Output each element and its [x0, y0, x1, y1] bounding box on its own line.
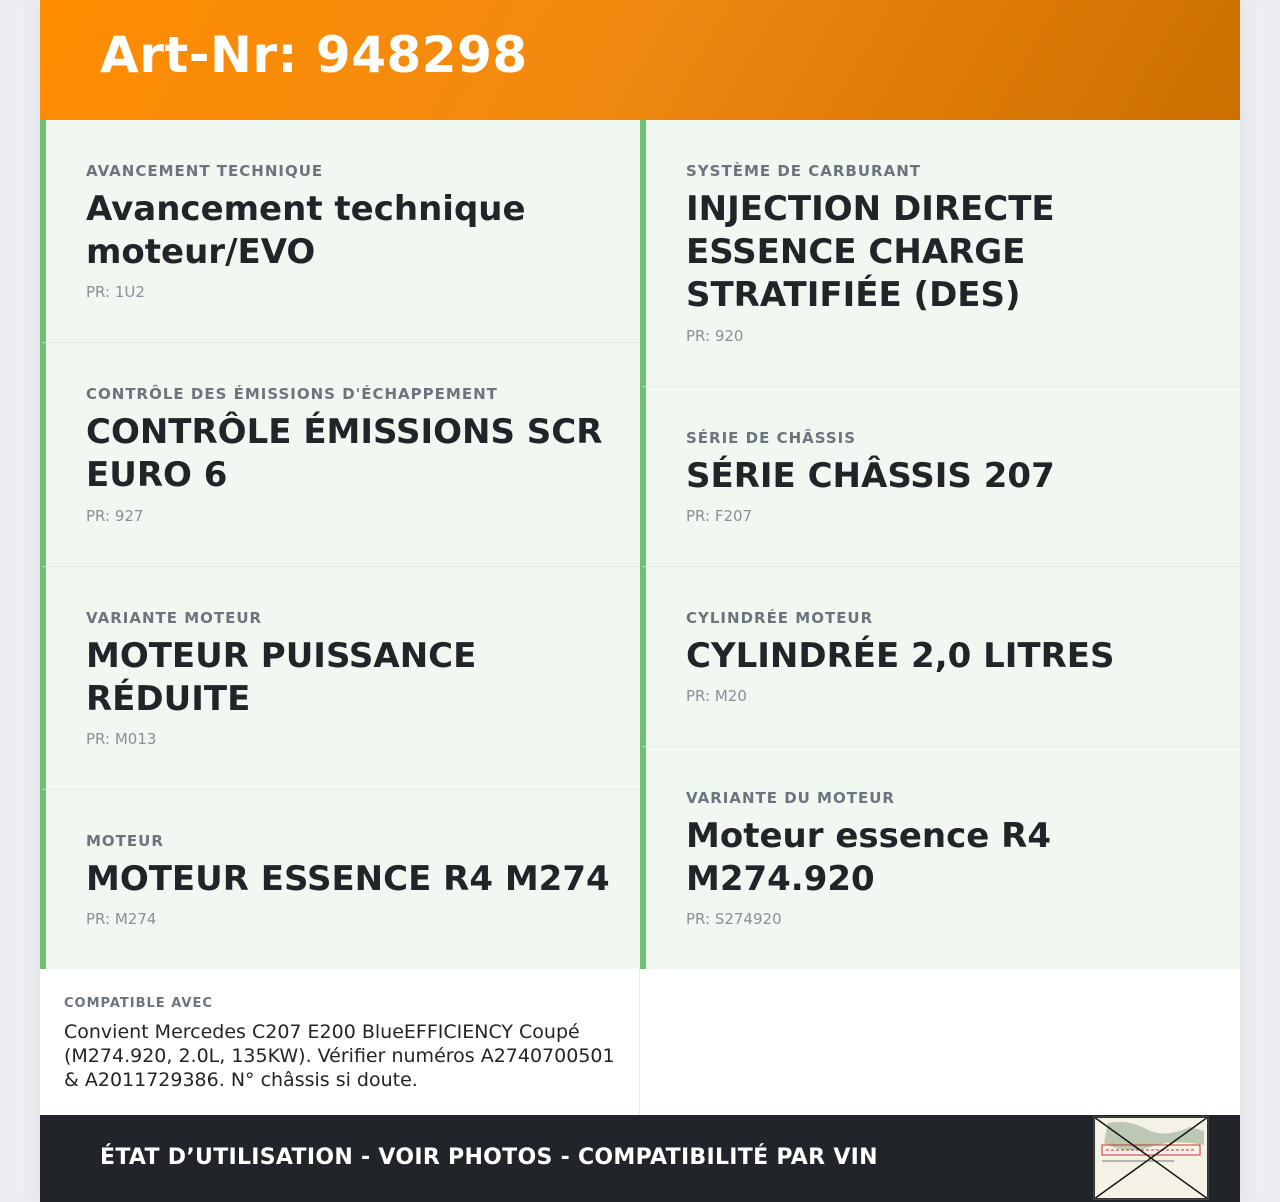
spec-value: SÉRIE CHÂSSIS 207 [686, 456, 1055, 496]
page-header [40, 0, 1240, 120]
spec-value: MOTEUR ESSENCE R4 M274 [86, 859, 610, 899]
footer-bar [40, 1115, 1240, 1202]
spec-column-left [40, 120, 640, 969]
spec-cell [640, 567, 1240, 747]
spec-cell [40, 790, 640, 969]
article-number-title: Art-Nr: 948298 [100, 26, 528, 84]
spec-pr-code: PR: M274 [86, 910, 157, 928]
spec-label: SÉRIE DE CHÂSSIS [686, 429, 857, 447]
spec-pr-code: PR: M013 [86, 730, 157, 748]
compatibility-label: COMPATIBLE AVEC [64, 996, 213, 1011]
footer-text: ÉTAT D’UTILISATION - VOIR PHOTOS - COMPATIBILITÉ PAR VIN [100, 1145, 878, 1170]
spec-pr-code: PR: S274920 [686, 910, 782, 928]
product-card [40, 0, 1240, 1202]
spec-cell [640, 747, 1240, 969]
spec-value: Avancement technique moteur/EVO [86, 189, 526, 272]
spec-value: CONTRÔLE ÉMISSIONS SCR EURO 6 [86, 412, 603, 495]
spec-label: VARIANTE MOTEUR [86, 609, 263, 627]
part-label-photo-thumbnail[interactable] [1093, 1116, 1209, 1200]
compatibility-section [40, 969, 640, 1115]
spec-value: Moteur essence R4 M274.920 [686, 816, 1052, 899]
spec-cell [40, 343, 640, 567]
spec-cell [40, 567, 640, 790]
spec-label: CONTRÔLE DES ÉMISSIONS D'ÉCHAPPEMENT [86, 385, 498, 403]
spec-label: CYLINDRÉE MOTEUR [686, 609, 874, 627]
spec-pr-code: PR: M20 [686, 687, 747, 705]
spec-label: MOTEUR [86, 832, 164, 850]
spec-pr-code: PR: 920 [686, 327, 744, 345]
spec-pr-code: PR: 927 [86, 507, 144, 525]
spec-cell [640, 120, 1240, 387]
compatibility-text: Convient Mercedes C207 E200 BlueEFFICIENCY Coupé (M274.920, 2.0L, 135KW). Vérifier numéros A2740700501 & A2011729386. N° châssis si doute. [64, 1021, 615, 1091]
spec-value: MOTEUR PUISSANCE RÉDUITE [86, 636, 477, 719]
spec-pr-code: PR: 1U2 [86, 283, 145, 301]
spec-column-right [640, 120, 1240, 969]
spec-pr-code: PR: F207 [686, 507, 753, 525]
spec-label: VARIANTE DU MOTEUR [686, 789, 895, 807]
spec-cell [640, 387, 1240, 567]
photo-icon [1094, 1117, 1208, 1199]
spec-cell [40, 120, 640, 343]
spec-value: INJECTION DIRECTE ESSENCE CHARGE STRATIFIÉE (DES) [686, 189, 1055, 315]
spec-label: SYSTÈME DE CARBURANT [686, 162, 921, 180]
spec-label: AVANCEMENT TECHNIQUE [86, 162, 324, 180]
spec-value: CYLINDRÉE 2,0 LITRES [686, 636, 1115, 676]
